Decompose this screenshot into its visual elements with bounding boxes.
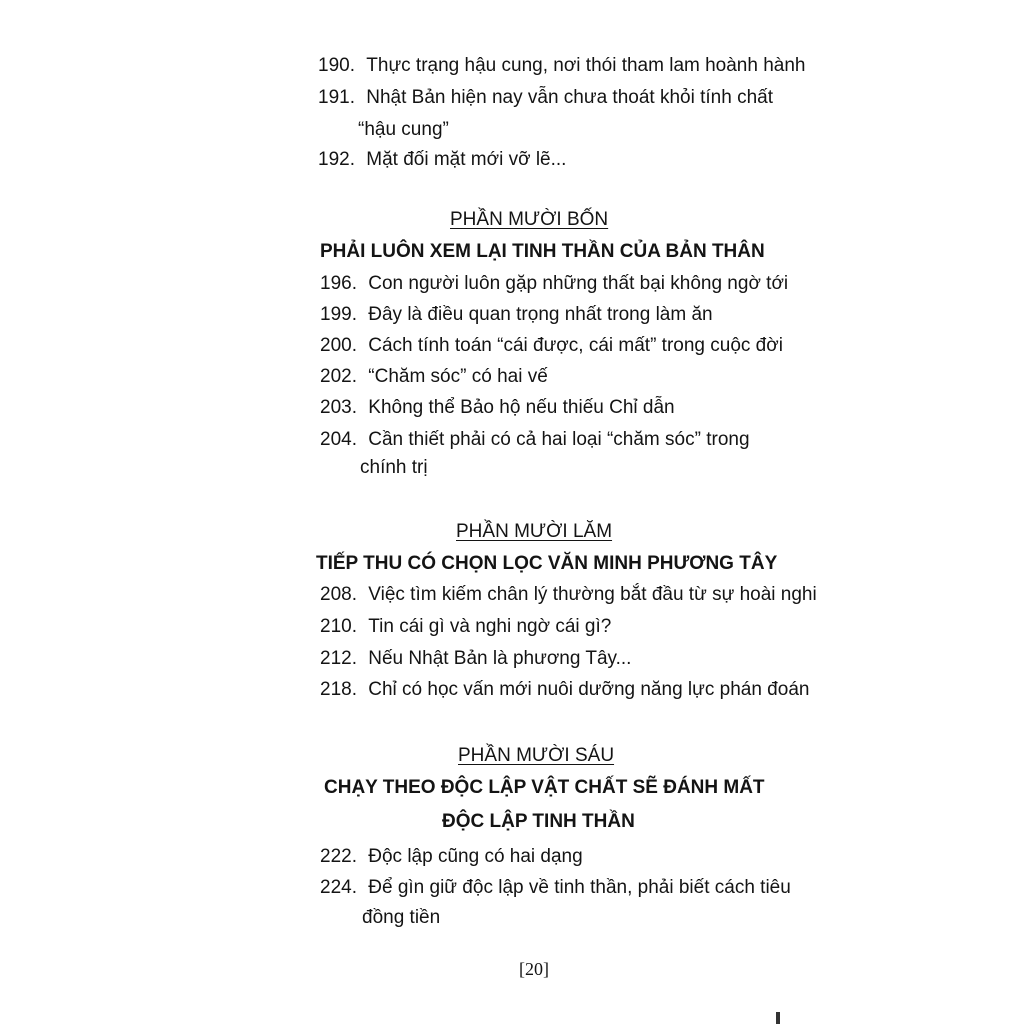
- toc-entry: [318, 86, 773, 110]
- entry-continuation: đồng tiền: [362, 907, 441, 928]
- entry-number: 196.: [320, 273, 357, 294]
- entry-number: 208.: [320, 584, 357, 605]
- part-title: PHẦN MƯỜI LĂM: [456, 521, 613, 542]
- entry-title: Cách tính toán “cái được, cái mất” trong cuộc đời: [368, 335, 783, 356]
- entry-number: 222.: [320, 846, 357, 867]
- part-title: PHẦN MƯỜI BỐN: [450, 209, 609, 230]
- entry-title: Nhật Bản hiện nay vẫn chưa thoát khỏi tính chất: [366, 87, 773, 108]
- part-heading-continued: ĐỘC LẬP TINH THẦN: [442, 811, 635, 832]
- entry-continuation: “hậu cung”: [358, 119, 449, 140]
- entry-number: 212.: [320, 648, 357, 669]
- entry-number: 218.: [320, 679, 357, 700]
- toc-entry: [318, 148, 566, 172]
- part-heading: CHẠY THEO ĐỘC LẬP VẬT CHẤT SẼ ĐÁNH MẤT: [324, 777, 765, 798]
- entry-title: Thực trạng hậu cung, nơi thói tham lam hoành hành: [366, 55, 806, 76]
- toc-entry: [320, 428, 750, 452]
- entry-title: Mặt đối mặt mới vỡ lẽ...: [366, 149, 567, 170]
- toc-entry: [320, 272, 788, 296]
- entry-number: 191.: [318, 87, 355, 108]
- entry-number: 192.: [318, 149, 355, 170]
- entry-number: 190.: [318, 55, 355, 76]
- scan-edge-mark: [776, 1012, 780, 1024]
- entry-title: Chỉ có học vấn mới nuôi dưỡng năng lực phán đoán: [368, 679, 810, 700]
- entry-title: Nếu Nhật Bản là phương Tây...: [368, 648, 632, 669]
- toc-entry: [320, 334, 783, 358]
- entry-title: Để gìn giữ độc lập về tinh thần, phải biết cách tiêu: [368, 877, 791, 898]
- toc-entry: [320, 365, 548, 389]
- toc-entry: [320, 303, 713, 327]
- entry-title: “Chăm sóc” có hai vế: [368, 366, 548, 387]
- toc-entry: [320, 583, 817, 607]
- entry-number: 224.: [320, 877, 357, 898]
- toc-entry: [320, 396, 675, 420]
- toc-entry: [318, 54, 806, 78]
- entry-number: 210.: [320, 616, 357, 637]
- part-heading: TIẾP THU CÓ CHỌN LỌC VĂN MINH PHƯƠNG TÂY: [316, 553, 778, 574]
- part-heading: PHẢI LUÔN XEM LẠI TINH THẦN CỦA BẢN THÂN: [320, 241, 765, 262]
- entry-title: Việc tìm kiếm chân lý thường bắt đầu từ sự hoài nghi: [368, 584, 817, 605]
- entry-number: 204.: [320, 429, 357, 450]
- entry-title: Không thể Bảo hộ nếu thiếu Chỉ dẫn: [368, 397, 675, 418]
- entry-number: 202.: [320, 366, 357, 387]
- toc-entry: [320, 876, 791, 900]
- entry-number: 200.: [320, 335, 357, 356]
- page-number: [20]: [519, 959, 549, 979]
- entry-continuation: chính trị: [360, 457, 428, 478]
- entry-title: Đây là điều quan trọng nhất trong làm ăn: [368, 304, 713, 325]
- entry-title: Con người luôn gặp những thất bại không ngờ tới: [368, 273, 789, 294]
- part-title: PHẦN MƯỜI SÁU: [458, 745, 615, 766]
- entry-title: Cần thiết phải có cả hai loại “chăm sóc” trong: [368, 429, 750, 450]
- entry-title: Độc lập cũng có hai dạng: [368, 846, 583, 867]
- toc-entry: [320, 647, 631, 671]
- entry-number: 203.: [320, 397, 357, 418]
- entry-title: Tin cái gì và nghi ngờ cái gì?: [368, 616, 612, 637]
- toc-entry: [320, 845, 583, 869]
- toc-entry: [320, 615, 611, 639]
- toc-entry: [320, 678, 809, 702]
- entry-number: 199.: [320, 304, 357, 325]
